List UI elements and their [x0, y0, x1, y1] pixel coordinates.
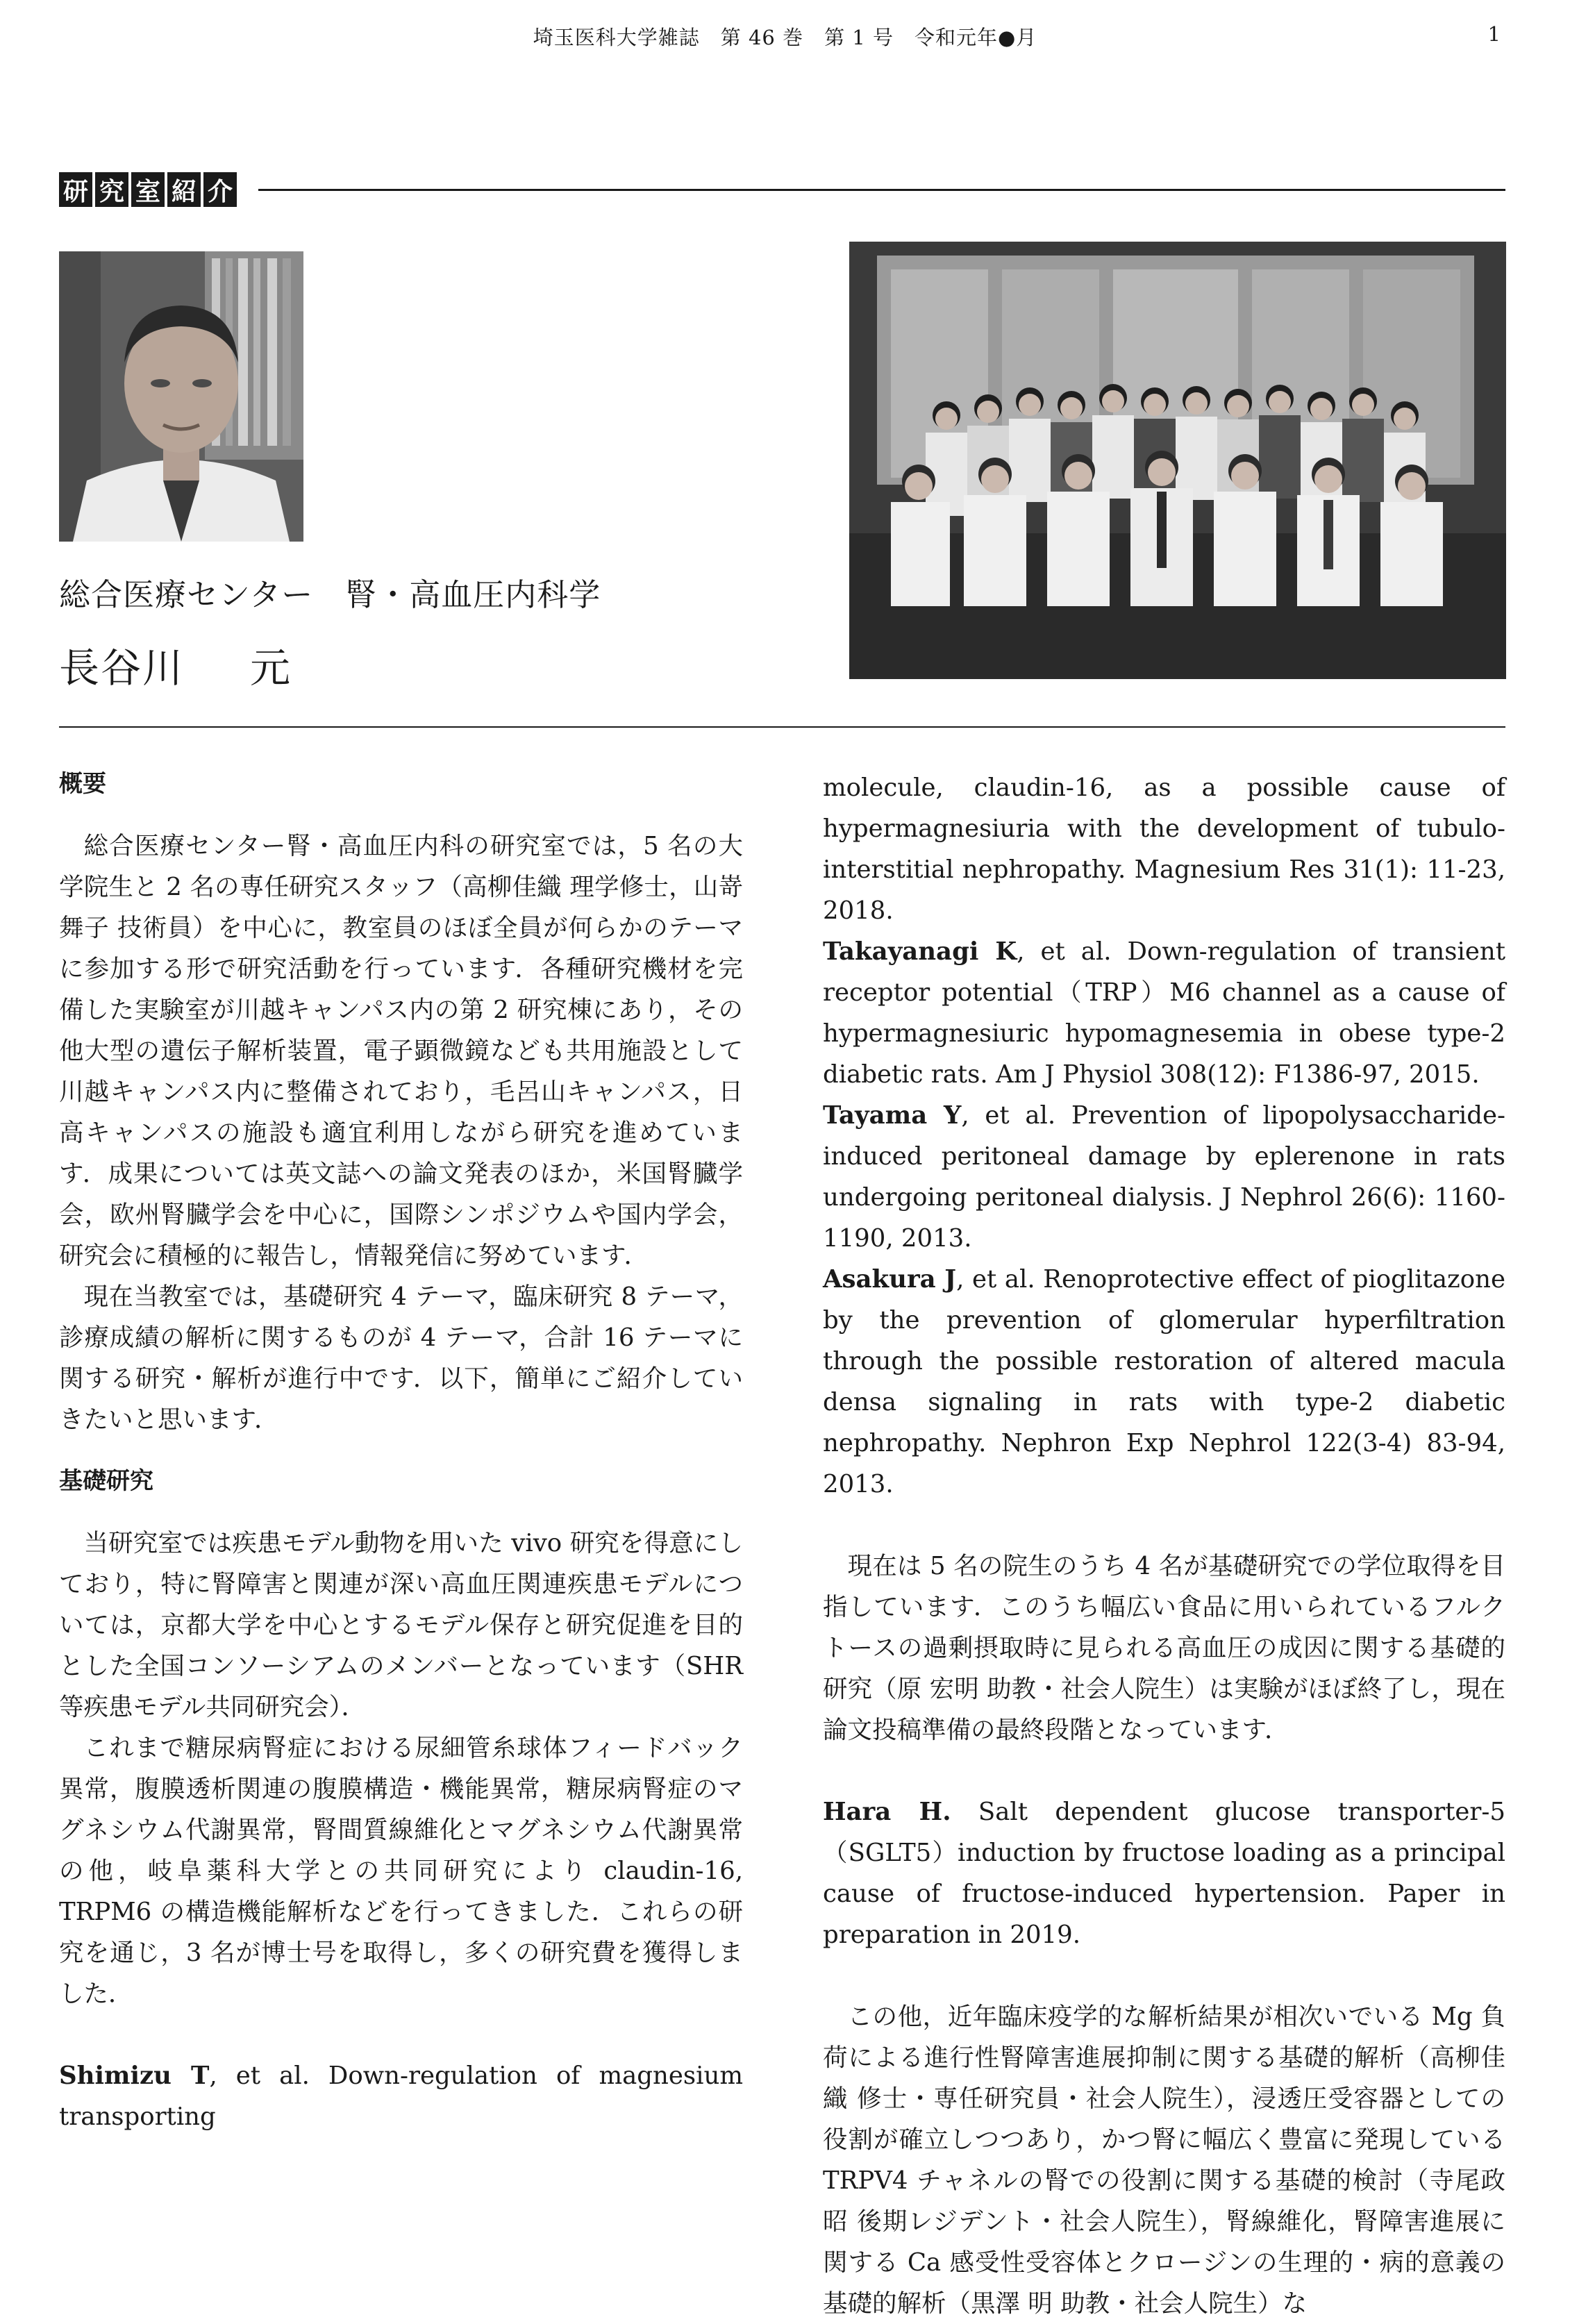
reference-5-author: Hara H.: [823, 1798, 951, 1826]
section-label-char: 介: [203, 172, 237, 207]
author-family-name: 長谷川: [59, 644, 185, 692]
other-research-paragraph: この他，近年臨床疫学的な解析結果が相次いでいる Mg 負荷による進行性腎障害進展抑制に関する基礎的解析（高柳佳織 修士・専任研究員・社会人院生），浸透圧受容器としての役割が確立しつつあり，かつ腎に幅広く豊富に発現している TRPV4 チャネルの腎での役割に関する基礎的検討（寺尾政昭 後期レジデント・社会人院生），腎線維化，腎障害進展に関する Ca 感受性受容体とクロージンの生理的・病的意義の基礎的解析（黒澤 明 助教・社会人院生）な: [823, 2003, 1505, 2318]
lab-group-photo: [849, 242, 1506, 679]
reference-5-text: Salt dependent glucose transporter-5（SGLT5）induction by fructose loading as a principal cause of fructose-induced hypertension. Paper in preparation in 2019.: [823, 1798, 1505, 1949]
basic-research-paragraph-2: これまで糖尿病腎症における尿細管糸球体フィードバック異常，腹膜透析関連の腹膜構造・機能異常，糖尿病腎症のマグネシウム代謝異常，腎間質線維化とマグネシウム代謝異常の他，岐阜薬科大学との共同研究により claudin-16, TRPM6 の構造機能解析などを行ってきました．これらの研究を通じ，3 名が博士号を取得し，多くの研究費を獲得しました．: [59, 1734, 743, 2008]
reference-1-text: , et al. Down-regulation of magnesium transporting: [59, 2062, 743, 2131]
author-portrait-photo: [59, 251, 303, 542]
students-paragraph: 現在は 5 名の院生のうち 4 名が基礎研究での学位取得を目指しています．このうち幅広い食品に用いられているフルクトースの過剰摂取時に見られる高血圧の成因に関する基礎的研究（原 宏明 助教・社会人院生）は実験がほぼ終了し，現在論文投稿準備の最終段階となっています．: [823, 1552, 1505, 1744]
running-title: 埼玉医科大学雑誌 第 46 巻 第 1 号 令和元年●月: [533, 26, 1037, 49]
reference-3: [823, 1095, 1505, 1259]
reference-2-text: , et al. Down-regulation of transient receptor potential（TRP）M6 channel as a cause of hypermagnesiuric hypomagnesemia in obese type-2 diabetic rats. Am J Physiol 308(12): F1386-97, 2015.: [823, 937, 1505, 1089]
section-label-char: 紹: [167, 172, 201, 207]
page-header: [0, 15, 1570, 57]
left-column: [59, 764, 743, 2137]
section-label-char: 究: [95, 172, 128, 207]
right-column: [823, 767, 1505, 2324]
author-name: [59, 635, 292, 694]
overview-paragraph-2: 現在当教室では，基礎研究 4 テーマ，臨床研究 8 テーマ，診療成績の解析に関するものが 4 テーマ，合計 16 テーマに関する研究・解析が進行中です．以下，簡単にご紹介していきたいと思います．: [59, 1282, 743, 1434]
basic-research-heading: 基礎研究: [59, 1467, 153, 1495]
reference-2-author: Takayanagi K: [823, 937, 1017, 966]
reference-5: [823, 1791, 1505, 1955]
section-label-char: 研: [59, 172, 92, 207]
author-given-name: 元: [250, 644, 292, 692]
reference-4: [823, 1259, 1505, 1505]
page-number: 1: [1487, 22, 1501, 46]
section-rule: [258, 189, 1505, 191]
overview-paragraph-1: 総合医療センター腎・高血圧内科の研究室では，5 名の大学院生と 2 名の専任研究スタッフ（高柳佳織 理学修士，山嵜舞子 技術員）を中心に，教室員のほぼ全員が何らかのテーマに参加する形で研究活動を行っています．各種研究機材を完備した実験室が川越キャンパス内の第 2 研究棟にあり，その他大型の遺伝子解析装置，電子顕微鏡なども共用施設として川越キャンパス内に整備されており，毛呂山キャンパス，日高キャンパスの施設も適宜利用しながら研究を進めています．成果については英文誌への論文発表のほか，米国腎臓学会，欧州腎臓学会を中心に，国際シンポジウムや国内学会，研究会に積極的に報告し，情報発信に努めています．: [59, 832, 743, 1270]
section-label: [59, 170, 237, 209]
reference-1-continued: molecule, claudin-16, as a possible cause of hypermagnesiuria with the development of tubulo-interstitial nephropathy. Magnesium Res 31(1): 11-23, 2018.: [823, 774, 1505, 925]
reference-2: [823, 931, 1505, 1095]
section-label-char: 室: [131, 172, 165, 207]
reference-4-text: , et al. Renoprotective effect of pioglitazone by the prevention of glomerular hyperfiltration through the possible restoration of altered macula densa signaling in rats with type-2 diabetic nephropathy. Nephron Exp Nephrol 122(3-4) 83-94, 2013.: [823, 1265, 1505, 1498]
reference-1-start: [59, 2055, 743, 2137]
reference-1-author: Shimizu T: [59, 2062, 210, 2090]
department-name: 総合医療センター 腎・高血圧内科学: [59, 576, 601, 613]
reference-3-author: Tayama Y: [823, 1101, 962, 1130]
basic-research-paragraph-1: 当研究室では疾患モデル動物を用いた vivo 研究を得意にしており，特に腎障害と関連が深い高血圧関連疾患モデルについては，京都大学を中心とするモデル保存と研究促進を目的とした全国コンソーシアムのメンバーとなっています（SHR 等疾患モデル共同研究会）．: [59, 1529, 743, 1721]
title-rule: [59, 726, 1505, 728]
reference-4-author: Asakura J: [823, 1265, 957, 1294]
reference-3-text: , et al. Prevention of lipopolysaccharide-induced peritoneal damage by eplerenone in rats undergoing peritoneal dialysis. J Nephrol 26(6): 1160-1190, 2013.: [823, 1101, 1505, 1253]
overview-heading: 概要: [59, 770, 106, 798]
